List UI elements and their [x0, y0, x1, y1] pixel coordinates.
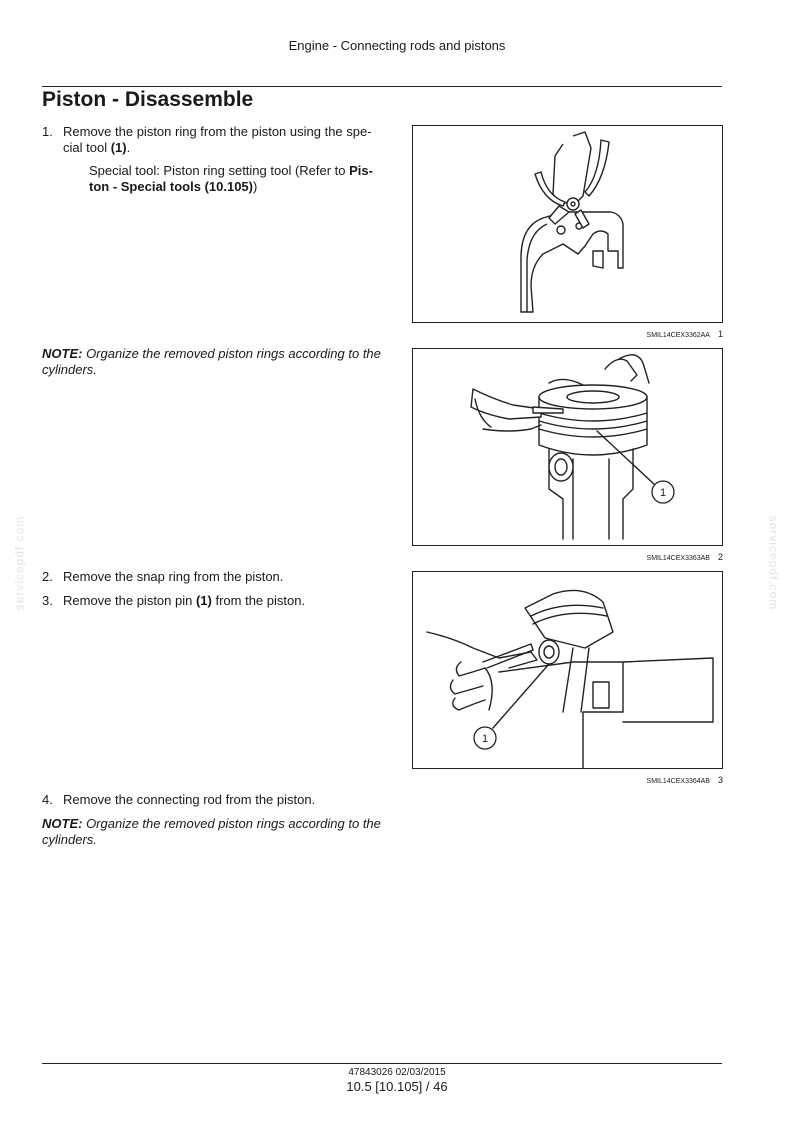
- note-text: Organize the removed piston rings according to the cylinders.: [42, 346, 381, 377]
- piston-ring-removal-drawing: [413, 349, 722, 545]
- step-number: 4.: [42, 792, 53, 807]
- callout-1-label: 1: [659, 487, 667, 499]
- special-tool-suffix: ): [253, 179, 258, 194]
- piston-pin-removal-drawing: [413, 572, 722, 768]
- figure-1-illustration: [412, 125, 723, 323]
- figure-2-caption: [412, 552, 723, 562]
- step-4: [42, 792, 384, 808]
- figure-code: SMIL14CEX3364AB: [646, 778, 710, 785]
- step-3: [42, 593, 384, 609]
- step-text-a: Remove the piston pin: [63, 593, 196, 608]
- step-text-b: from the piston.: [211, 593, 306, 608]
- step-number: 3.: [42, 593, 53, 608]
- note-label: NOTE:: [42, 346, 83, 361]
- note-label: NOTE:: [42, 816, 83, 831]
- step-text: Remove the connecting rod from the piston.: [63, 792, 316, 807]
- figure-number: 1: [717, 329, 723, 339]
- step-text-b: .: [126, 140, 131, 155]
- footer-doc-id: 47843026 02/03/2015: [348, 1067, 446, 1078]
- step-1: [42, 124, 384, 156]
- header-rule: [42, 86, 722, 87]
- footer-rule: [42, 1063, 722, 1064]
- figure-3-caption: [412, 775, 723, 785]
- step-text-a: Remove the piston ring from the piston using the spe-cial tool: [63, 124, 372, 155]
- special-tool-note: [89, 163, 384, 195]
- figure-2-illustration: [412, 348, 723, 546]
- step-text: Remove the snap ring from the piston.: [63, 569, 284, 584]
- running-header: Engine - Connecting rods and pistons: [288, 38, 506, 53]
- figure-code: SMIL14CEX3362AA: [646, 332, 710, 339]
- step-ref: (1): [110, 140, 127, 155]
- callout-1-label: 1: [481, 733, 489, 745]
- figure-number: 2: [717, 552, 723, 562]
- figure-3-illustration: [412, 571, 723, 769]
- piston-ring-tool-drawing: [413, 126, 722, 322]
- note-2: [42, 816, 387, 848]
- step-number: 1.: [42, 124, 53, 139]
- special-tool-link[interactable]: Pis-ton - Special tools (10.105): [89, 163, 373, 194]
- step-text: [63, 124, 384, 156]
- special-tool-prefix: Special tool: Piston ring setting tool (Refer to: [89, 163, 350, 178]
- figure-number: 3: [717, 775, 723, 785]
- watermark-left: servicepdf.com: [12, 515, 27, 611]
- footer-page-number: 10.5 [10.105] / 46: [346, 1079, 448, 1094]
- step-number: 2.: [42, 569, 53, 584]
- note-text: Organize the removed piston rings according to the cylinders.: [42, 816, 381, 847]
- figure-1-caption: [412, 329, 723, 339]
- figure-code: SMIL14CEX3363AB: [646, 555, 710, 562]
- watermark-right: servicepdf.com: [766, 515, 781, 611]
- note-1: [42, 346, 387, 378]
- step-2: [42, 569, 384, 585]
- step-text: [63, 593, 384, 609]
- step-ref: (1): [195, 593, 212, 608]
- section-title: Piston - Disassemble: [42, 88, 254, 111]
